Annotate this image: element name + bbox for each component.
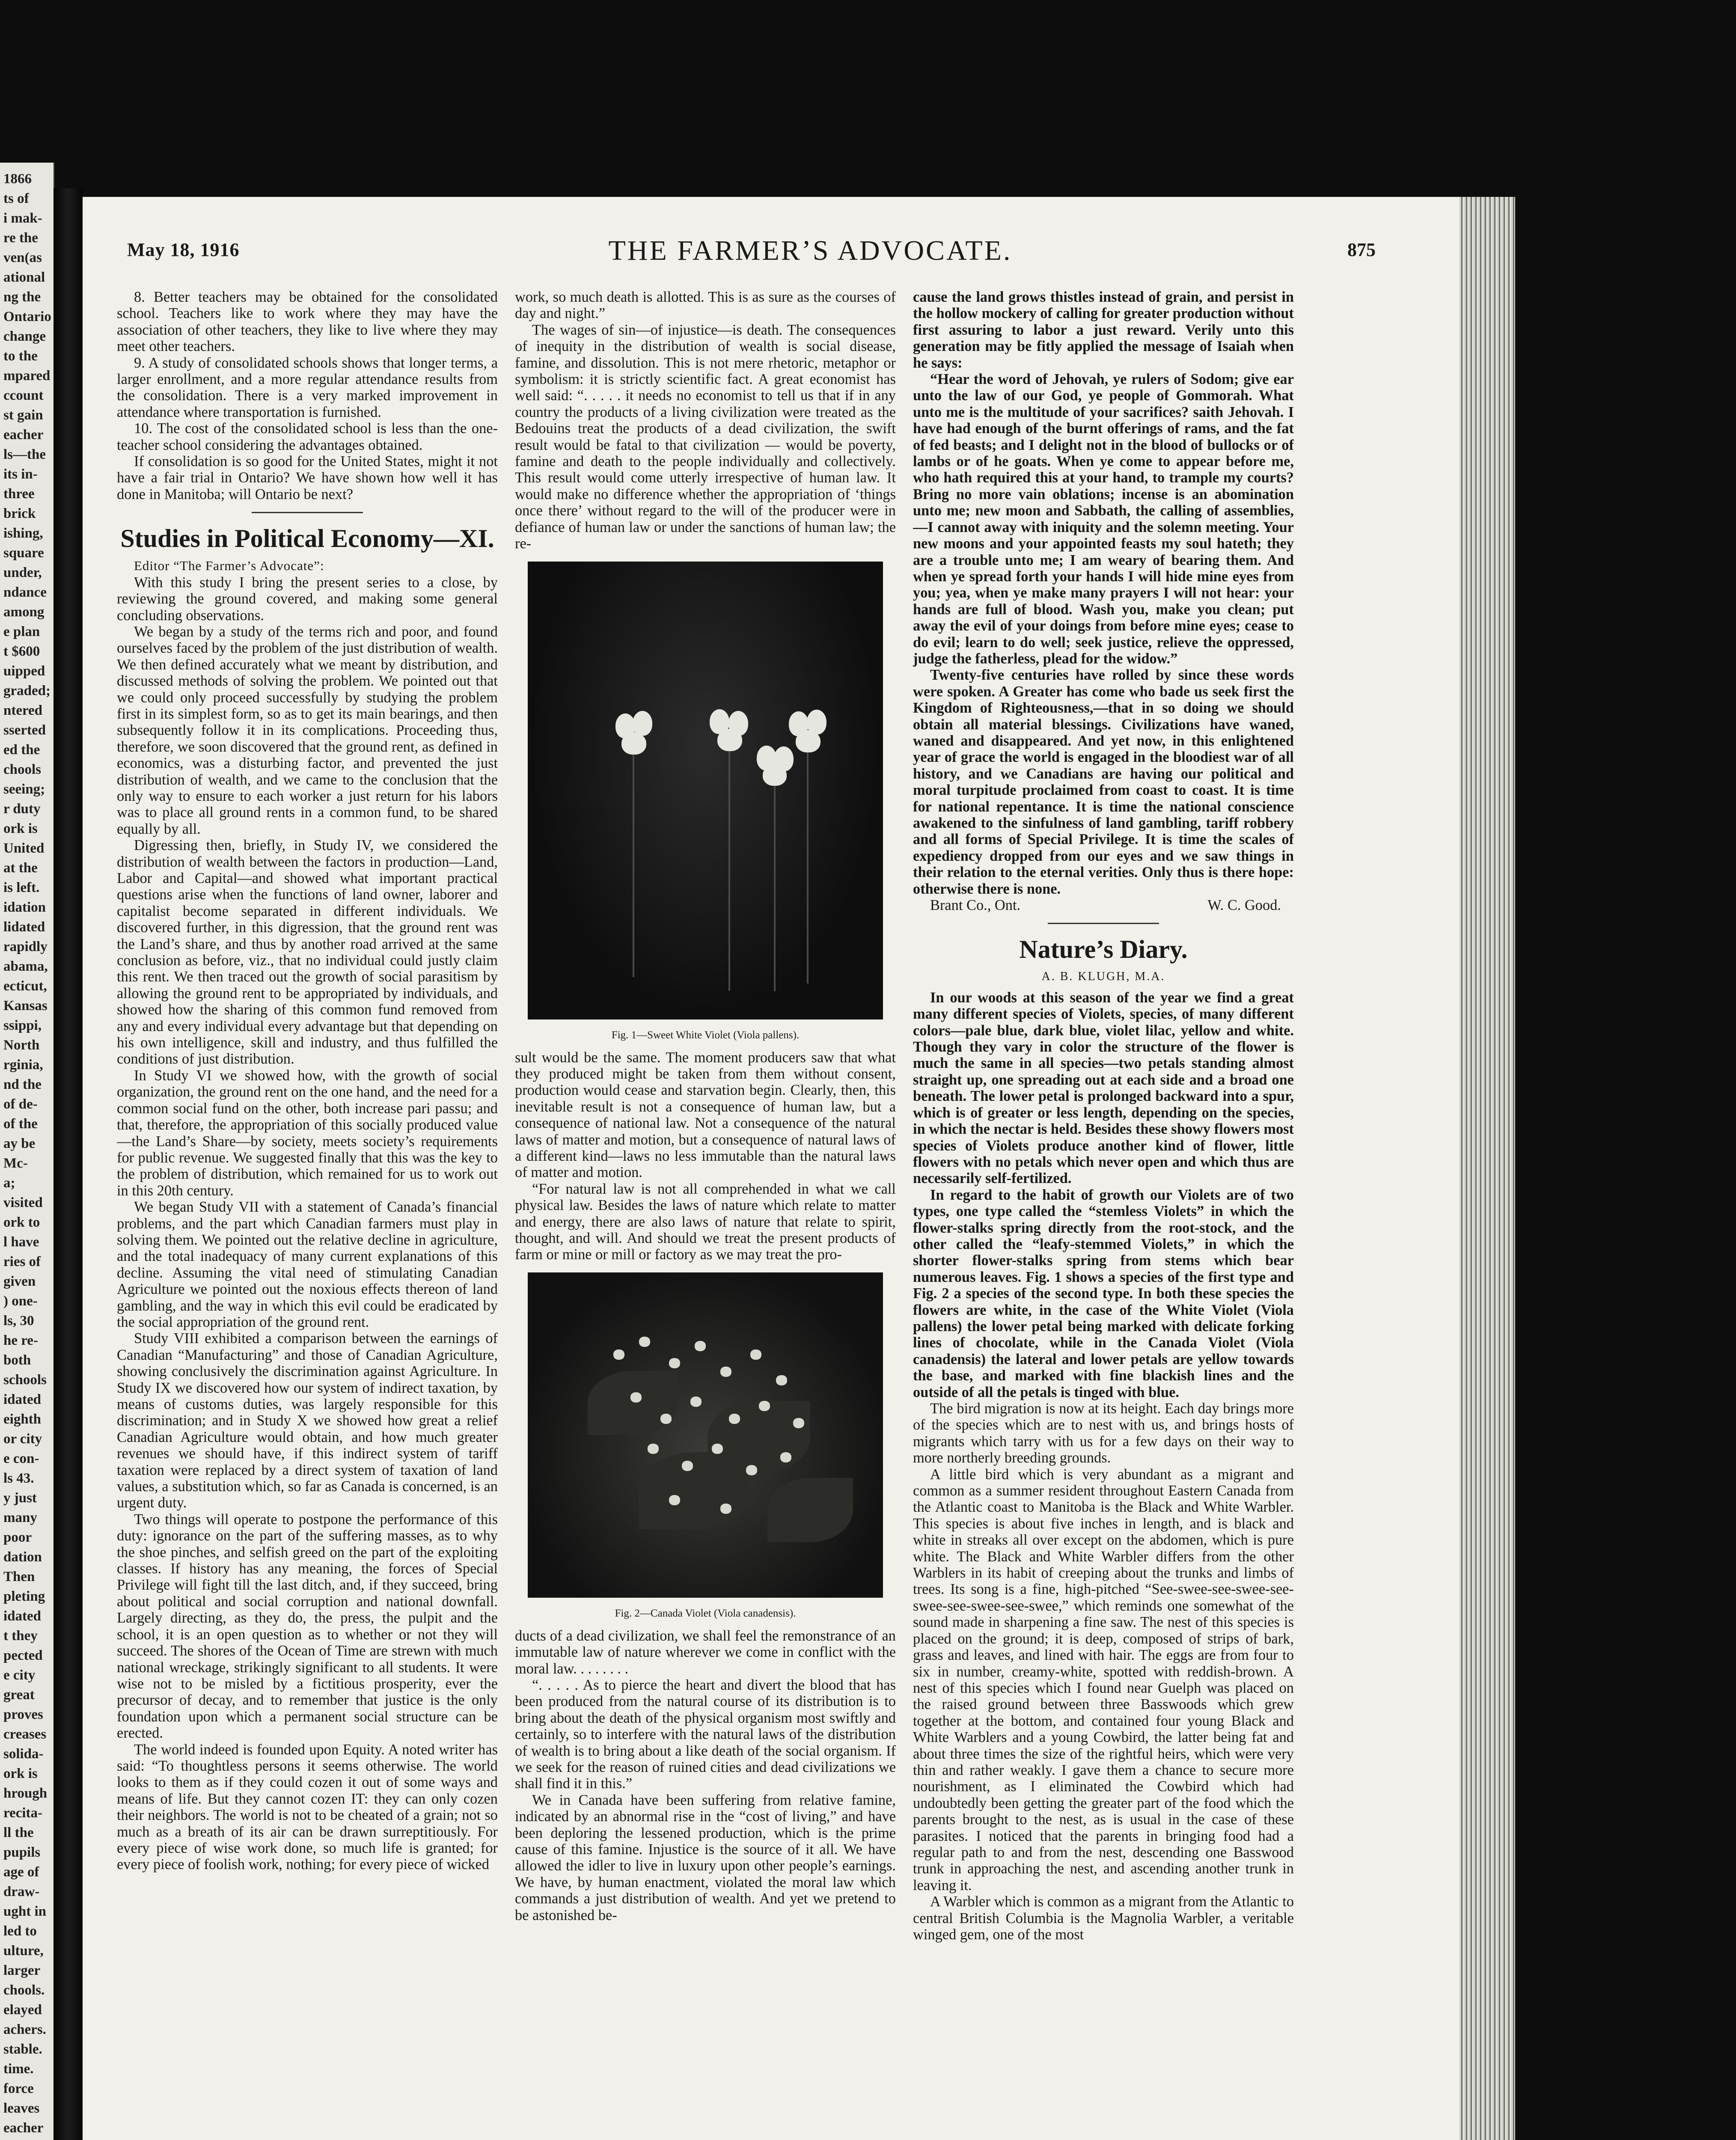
previous-page-fragment: is left. (3, 880, 40, 895)
figure-1 (515, 562, 896, 1042)
previous-page-fragment: of the (3, 1116, 38, 1132)
previous-page-fragment: hrough (3, 1786, 48, 1801)
previous-page-fragment: e plan (3, 624, 40, 639)
paragraph: We began by a study of the terms rich and poor, and found ourselves faced by the problem of the just distribution of wealth. We then defined accurately what we meant by distribution, and discussed methods of solving the problem. We pointed out that we could only proceed successfully by studying the problem first in its simplest form, so as to get its main bearings, and then subsequently follow it in its complications. Proceeding thus, therefore, we soon discovered that the ground rent, as defined in economics, was a disturbing factor, and prevented the just distribution of wealth, and we came to the conclusion that the only way to ensure to each worker a just return for his labors was to place all ground rents in a common fund, to be shared equally by all. (117, 623, 498, 837)
previous-page-fragment: idated (3, 1608, 42, 1624)
previous-page-fragment: pleting (3, 1589, 45, 1604)
paragraph: cause the land grows thistles instead of grain, and persist in the hollow mockery of calling for greater production without first assuring to labor a just reward. Verily unto this generation may be fitly applied the message of Isaiah when he says: (913, 289, 1294, 371)
byline: A. B. KLUGH, M.A. (1041, 970, 1165, 984)
paragraph: Study VIII exhibited a comparison between the earnings of Canadian “Manufacturing” and those of Canadian Agriculture, showing conclusively the discrimination against Agriculture. In Study IX we discovered how our system of indirect taxation, by means of customs duties, was largely responsible for this discrimination; and in Study X we showed how great a relief Canadian Agriculture would obtain, and how much greater revenues we should have, if this indirect system of tariff taxation were replaced by a direct system of taxation of land values, a substitution which, so far as Canada is concerned, is an urgent duty. (117, 1330, 498, 1511)
previous-page-fragment: lidated (3, 919, 45, 935)
previous-page-fragment: great (3, 1687, 35, 1703)
previous-page-fragment: seeing; (3, 782, 45, 797)
previous-page-fragment: eacher (3, 2120, 44, 2136)
previous-page-fragment: ulture, (3, 1943, 44, 1959)
previous-page-fragment: Kansas (3, 998, 48, 1014)
previous-page-fragment: proves (3, 1707, 43, 1722)
previous-page-fragment: larger (3, 1963, 41, 1978)
previous-page-fragment: ecticut, (3, 978, 47, 994)
previous-page-fragment: nd the (3, 1077, 42, 1092)
divider (252, 512, 363, 513)
previous-page-fragment: 1866 (3, 171, 32, 187)
paragraph: We in Canada have been suffering from relative famine, indicated by an abnormal rise in the “cost of living,” and have been deploring the lessened production, which is the prime cause of this famine. Injustice is the source of it all. We have allowed the idler to live in luxury upon other people’s earnings. We have, by human enactment, violated the moral law which commands a just distribution of wealth. And yet we pretend to be astonished be- (515, 1792, 896, 1923)
paragraph: work, so much death is allotted. This is as sure as the courses of day and night.” (515, 289, 896, 322)
previous-page-fragment: t $600 (3, 644, 40, 659)
column-1 (117, 289, 498, 2140)
signature-place: Brant Co., Ont. (930, 897, 1021, 914)
header-page-number: 875 (1347, 239, 1376, 260)
previous-page-fragment: ) one- (3, 1293, 38, 1309)
previous-page-fragment: ts of (3, 191, 29, 206)
previous-page-fragment: ng the (3, 289, 41, 305)
previous-page-fragment: pected (3, 1648, 43, 1663)
previous-page-fragment: at the (3, 860, 38, 876)
page-header (83, 197, 1460, 270)
paragraph: In regard to the habit of growth our Violets are of two types, one type called the “stemless Violets” in which the flower-stalks spring directly from the root-stock, and the other called the “leafy-stemmed Violets,” in which the shorter flower-stalks spring from stems which bear numerous leaves. Fig. 1 shows a species of the first type and Fig. 2 a species of the second type. In both these species the flowers are white, in the case of the White Violet (Viola pallens) the lower petal being marked with delicate forking lines of chocolate, while in the Canada Violet (Viola canadensis) the lateral and lower petals are yellow towards the base, and marked with fine blackish lines and the outside of all the petals is tinged with blue. (913, 1186, 1294, 1400)
consolidation-points (117, 289, 498, 502)
paragraph: The bird migration is now at its height. Each day brings more of the species which are to nest with us, and brings hosts of migrants which tarry with us for a few days on their way to more northerly breeding grounds. (913, 1400, 1294, 1466)
previous-page-fragment: change (3, 329, 46, 344)
previous-page-fragment: e con- (3, 1451, 39, 1466)
header-date: May 18, 1916 (127, 239, 240, 260)
previous-page-fragment: North (3, 1037, 40, 1053)
paragraph: “. . . . . As to pierce the heart and divert the blood that has been produced from the natural course of its distribution is to bring about the death of the physical organism most swiftly and certainly, so to interfere with the natural laws of the distribution of wealth is to bring about a like death of the social organism. If we seek for the reason of ruined cities and dead civilizations we shall find it in this.” (515, 1677, 896, 1792)
previous-page-fragment: re the (3, 230, 38, 246)
previous-page-fragment: or city (3, 1431, 42, 1447)
book-binding (54, 188, 83, 2140)
paragraph: A little bird which is very abundant as a migrant and common as a summer resident throughout Eastern Canada from the Atlantic coast to Manitoba is the Black and White Warbler. This species is about five inches in length, and is black and white in streaks all over except on the abdomen, which is pure white. The Black and White Warbler differs from the other Warblers in its habit of creeping about the trunks and limbs of trees. Its song is a fine, high-pitched “See-swee-see-swee-see-swee-see-swee-see-swee,” which reminds one somewhat of the sound made in sharpening a fine saw. The nest of this species is placed on the ground; it is deep, composed of strips of bark, grass and leaves, and lined with hair. The eggs are from four to six in number, creamy-white, spotted with reddish-brown. A nest of this species which I found near Guelph was placed on the raised ground between three Basswoods which grew together at the bottom, and contained four young Black and White Warblers and a young Cowbird, the latter being fat and about three times the size of the rightful heirs, which were very thin and rather weakly. I gave them a chance to secure more nourishment, as I eliminated the Cowbird which had undoubtedly been getting the greater part of the food which the parents brought to the nest, as is usual in the case of these parasites. I noticed that the parents in bringing food had a regular path to and from the nest, descending one Basswood trunk in approaching the nest, and ascending another trunk in leaving it. (913, 1466, 1294, 1893)
editor-line: Editor “The Farmer’s Advocate”: (134, 558, 324, 574)
paragraph: With this study I bring the present series to a close, by reviewing the ground covered, and making some general concluding observations. (117, 574, 498, 624)
previous-page-fragment: a; (3, 1175, 15, 1191)
previous-page-fragment: rginia, (3, 1057, 43, 1073)
previous-page-fragment: ls 43. (3, 1471, 34, 1486)
previous-page-fragment: three (3, 486, 35, 502)
previous-page-fragment: st gain (3, 407, 43, 423)
newspaper-page (83, 197, 1460, 2140)
previous-page-fragment: ishing, (3, 526, 43, 541)
paragraph: If consolidation is so good for the United States, might it not have a fair trial in Ontario? We have shown how well it has done in Manitoba; will Ontario be next? (117, 453, 498, 502)
paragraph: The world indeed is founded upon Equity. A noted writer has said: “To thoughtless persons it seems otherwise. The world looks to them as if they could cozen it out of some ways and means of life. But they cannot cozen IT: they can only cozen their neighbors. The world is not to be cheated of a grain; not so much as a breath of its air can be drawn surreptitiously. For every piece of wise work done, so much life is granted; for every piece of foolish work, nothing; for every piece of wicked (117, 1741, 498, 1873)
violet-photo (528, 1272, 883, 1598)
previous-page-fragment: time. (3, 2061, 34, 2077)
previous-page-fragment: t they (3, 1628, 38, 1644)
previous-page-fragment: chools (3, 762, 42, 777)
paragraph: 10. The cost of the consolidated school is less than the one-teacher school considering the advantages obtained. (117, 420, 498, 453)
previous-page-fragment: r duty (3, 801, 41, 817)
previous-page-fragment: solida- (3, 1746, 44, 1762)
previous-page-fragment: ork is (3, 1766, 38, 1781)
previous-page-fragment: sserted (3, 722, 46, 738)
previous-page-fragment: pupils (3, 1845, 41, 1860)
previous-page-fragment: achers. (3, 2022, 46, 2037)
paragraph: 8. Better teachers may be obtained for the consolidated school. Teachers like to work where they may have the association of other teachers, they like to live where they may meet other teachers. (117, 289, 498, 355)
previous-page-fragment: ntered (3, 703, 43, 718)
closing-address (913, 289, 1294, 897)
previous-page-fragment: he re- (3, 1333, 38, 1348)
previous-page-edge (0, 163, 55, 2140)
previous-page-fragment: mpared (3, 368, 51, 383)
previous-page-fragment: graded; (3, 683, 51, 698)
previous-page-fragment: dation (3, 1549, 42, 1565)
paragraph: “Hear the word of Jehovah, ye rulers of Sodom; give ear unto the law of our God, ye people of Gommorah. What unto me is the multitude of your sacrifices? saith Jehovah. I have had enough of the burnt offerings of rams, and the fat of fed beasts; and I delight not in the blood of bullocks or of lambs or of he goats. When ye come to appear before me, who hath required this at your hand, to trample my courts? Bring no more vain oblations; incense is an abomination unto me; new moon and Sabbath, the calling of assemblies,—I cannot away with iniquity and the solemn meeting. Your new moons and your appointed feasts my soul hateth; they are a trouble unto me; I am weary of bearing them. And when ye spread forth your hands I will hide mine eyes from you; yea, when ye make many prayers I will not hear: your hands are full of blood. Wash you, make you clean; put away the evil of your doings from before mine eyes; cease to do evil; learn to do well; seek justice, relieve the oppressed, judge the fatherless, plead for the widow.” (913, 371, 1294, 667)
previous-page-fragment: abama, (3, 959, 48, 974)
previous-page-fragment: ls, 30 (3, 1313, 34, 1329)
previous-page-fragment: eacher (3, 427, 44, 443)
paragraph: In our woods at this season of the year we find a great many different species of Violets, species, of many different colors—pale blue, dark blue, violet lilac, yellow and white. Though they vary in color the structure of the flower is much the same in all species—two petals standing almost straight up, one spreading out at each side and a broad one beneath. The lower petal is prolonged backward into a spur, which is of greater or less length, depending on the species, in which the nectar is held. Besides these showy flowers most species of Violets produce another kind of flower, little flowers with no petals which never open and which thus are necessarily self-fertilized. (913, 989, 1294, 1187)
previous-page-fragment: ls—the (3, 447, 46, 462)
previous-page-fragment: force (3, 2081, 34, 2096)
figure-caption: Fig. 1—Sweet White Violet (Viola pallens). (611, 1029, 800, 1041)
paragraph: The wages of sin—of injustice—is death. The consequences of inequity in the distribution of wealth is social disease, famine, and dissolution. This is not mere rhetoric, metaphor or symbolism: it is strictly scientific fact. A great economist has well said: “. . . . . it needs no economist to tell us that if in any country the products of a living civilization were treated as the Bedouins treat the products of a dead civilization, the swift result would be fatal to that civilization — would be poverty, famine and death to the people individually and collectively. This result would come utterly irrespective of human law. It would make no difference whether the appropriation of ‘things once there’ without regard to the will of the producer were in defiance of human law or under the sanctions of human law; the re- (515, 321, 896, 552)
previous-page-fragment: under, (3, 565, 42, 580)
previous-page-fragment: e city (3, 1667, 36, 1683)
previous-page-fragment: i mak- (3, 211, 42, 226)
paragraph: Digressing then, briefly, in Study IV, we considered the distribution of wealth between the factors in production—Land, Labor and Capital—and showed what important practical questions arise when the functions of land owner, laborer and capitalist become separated in different individuals. We discovered further, in this digression, that the ground rent was the Land’s share, and thus by another road arrived at the same conclusion as before, viz., that no individual could justly claim this rent. We then traced out the growth of social parasitism by allowing the ground rent to be appropriated by individuals, and showed how the sharing of this common fund removed from any and every individual every advantage but that depending on his own intelligence, skill and industry, and thus fulfilled the conditions of just distribution. (117, 837, 498, 1067)
previous-page-fragment: ndance (3, 585, 47, 600)
previous-page-fragment: ssippi, (3, 1018, 42, 1033)
previous-page-fragment: ccount (3, 388, 44, 403)
page-edges (1460, 197, 1515, 2140)
previous-page-fragment: poor (3, 1530, 32, 1545)
previous-page-fragment: recita- (3, 1805, 42, 1821)
previous-page-fragment: idation (3, 900, 46, 915)
previous-page-fragment: of de- (3, 1097, 38, 1112)
previous-page-fragment: eighth (3, 1412, 42, 1427)
column-2 (515, 289, 896, 2140)
paragraph: 9. A study of consolidated schools shows that longer terms, a larger enrollment, and a more regular attendance results from the consolidation. There is a very marked improvement in attendance where transportation is furnished. (117, 354, 498, 420)
previous-page-fragment: brick (3, 506, 36, 521)
signature-name: W. C. Good. (1207, 897, 1281, 914)
paragraph: Twenty-five centuries have rolled by since these words were spoken. A Greater has come who bade us seek first the Kingdom of Righteousness,—that in so doing we should obtain all material blessings. Civilizations have waned, waned and disappeared. And yet now, in this enlightened year of grace the world is engaged in the bloodiest war of all history, and we Canadians are having our political and moral turpitude proclaimed from coast to coast. It is time for national repentance. It is time the national conscience awakened to the sinfulness of land gambling, tariff robbery and all forms of Special Privilege. It is time the scales of expediency dropped from our eyes and we saw things in their relation to the eternal verities. Only thus is there hope: otherwise there is none. (913, 667, 1294, 897)
previous-page-fragment: ries of (3, 1254, 41, 1269)
header-title: THE FARMER’S ADVOCATE. (608, 235, 1012, 266)
previous-page-fragment: ed the (3, 742, 40, 758)
previous-page-fragment: elayed (3, 2002, 42, 2018)
previous-page-fragment: Then (3, 1569, 35, 1584)
previous-page-fragment: among (3, 604, 45, 620)
previous-page-fragment: chools. (3, 1982, 45, 1998)
previous-page-fragment: idated (3, 1392, 42, 1407)
section-title: Nature’s Diary. (1019, 935, 1188, 964)
previous-page-fragment: ll the (3, 1825, 34, 1840)
previous-page-fragment: many (3, 1510, 37, 1525)
paragraph: A Warbler which is common as a migrant from the Atlantic to central British Columbia is the Magnolia Warbler, a veritable winged gem, one of the most (913, 1893, 1294, 1943)
divider (1048, 923, 1159, 924)
signature (913, 897, 1294, 913)
previous-page-fragment: age of (3, 1864, 39, 1880)
previous-page-fragment: l have (3, 1234, 39, 1250)
previous-page-fragment: ven(as (3, 250, 42, 265)
previous-page-fragment: United (3, 841, 45, 856)
previous-page-fragment: draw- (3, 1884, 40, 1899)
previous-page-fragment: ay be (3, 1136, 36, 1151)
figure-2 (515, 1272, 896, 1620)
previous-page-fragment: ork is (3, 821, 38, 836)
previous-page-fragment: uipped (3, 663, 45, 679)
previous-page-fragment: ught in (3, 1904, 46, 1919)
previous-page-fragment: ork to (3, 1215, 40, 1230)
previous-page-fragment: visited (3, 1195, 43, 1210)
previous-page-fragment: y just (3, 1490, 37, 1506)
previous-page-fragment: to the (3, 348, 38, 364)
section-title: Studies in Political Economy—XI. (120, 524, 494, 553)
paragraph: sult would be the same. The moment producers saw that what they produced might be taken from them without consent, production would cease and starvation begin. Clearly, then, this inevitable result is not a consequence of human law, but a consequence of national law. Not a consequence of the natural laws of matter and motion, but a consequence of natural laws of a different kind—laws no less immutable than the natural laws of matter and motion. (515, 1049, 896, 1181)
previous-page-fragment: both (3, 1352, 31, 1368)
violet-photo (528, 562, 883, 1019)
paragraph: In Study VI we showed how, with the growth of social organization, the ground rent on the one hand, and the need for a common social fund on the other, both increase pari passu; and that, therefore, the appropriation of this socially produced value—the Land’s Share—by society, meets society’s requirements for public revenue. We suggested finally that this was the key to the problem of distribution, which remained for us to work out in this 20th century. (117, 1067, 498, 1199)
column-3 (913, 289, 1294, 2140)
violet-paragraphs (913, 990, 1294, 1400)
previous-page-fragment: creases (3, 1727, 47, 1742)
paragraph: ducts of a dead civilization, we shall feel the remonstrance of an immutable law of nature wherever we come in conflict with the moral law. . . . . . . . (515, 1627, 896, 1677)
previous-page-fragment: Mc- (3, 1156, 28, 1171)
figure-caption: Fig. 2—Canada Violet (Viola canadensis). (615, 1607, 796, 1619)
previous-page-fragment: square (3, 545, 44, 561)
previous-page-fragment: rapidly (3, 939, 48, 954)
paragraph: “For natural law is not all comprehended in what we call physical law. Besides the laws of nature which relate to matter and energy, there are also laws of nature that relate to spirit, thought, and will. And should we treat the present products of farm or mine or mill or factory as we may treat the pro- (515, 1180, 896, 1263)
previous-page-fragment: ational (3, 270, 45, 285)
previous-page-fragment: schools (3, 1372, 47, 1388)
previous-page-fragment: led to (3, 1923, 37, 1939)
previous-page-fragment: leaves (3, 2101, 40, 2116)
previous-page-fragment: given (3, 1274, 36, 1289)
previous-page-fragment: Ontario (3, 309, 51, 324)
paragraph: Two things will operate to postpone the performance of this duty: ignorance on the part of the suffering masses, as to why the shoe pinches, and selfish greed on the part of the exploiting classes. If history has any meaning, the forces of Special Privilege will fight till the last ditch, and, if they succeed, bring about political and social corruption and national downfall. Largely directing, as they do, the press, the pulpit and the school, it is an open question as to whether or not they will succeed. The shores of the Ocean of Time are strewn with much national wreckage, strikingly significant to all students. It were wise not to be misled by a fictitious prosperity, ever the precursor of decay, and to remember that justice is the only foundation upon which a permanent social structure can be erected. (117, 1511, 498, 1742)
previous-page-fragment: stable. (3, 2042, 42, 2057)
paragraph: We began Study VII with a statement of Canada’s financial problems, and the part which Canadian farmers must play in solving them. We pointed out the relative decline in agriculture, and the total inadequacy of many current explanations of this decline. Assuming the vital need of stimulating Canadian Agriculture we pointed out the noxious effects thereon of land gambling, and the way in which this evil could be eradicated by the social appropriation of the ground rent. (117, 1199, 498, 1330)
previous-page-fragment: its in- (3, 467, 38, 482)
